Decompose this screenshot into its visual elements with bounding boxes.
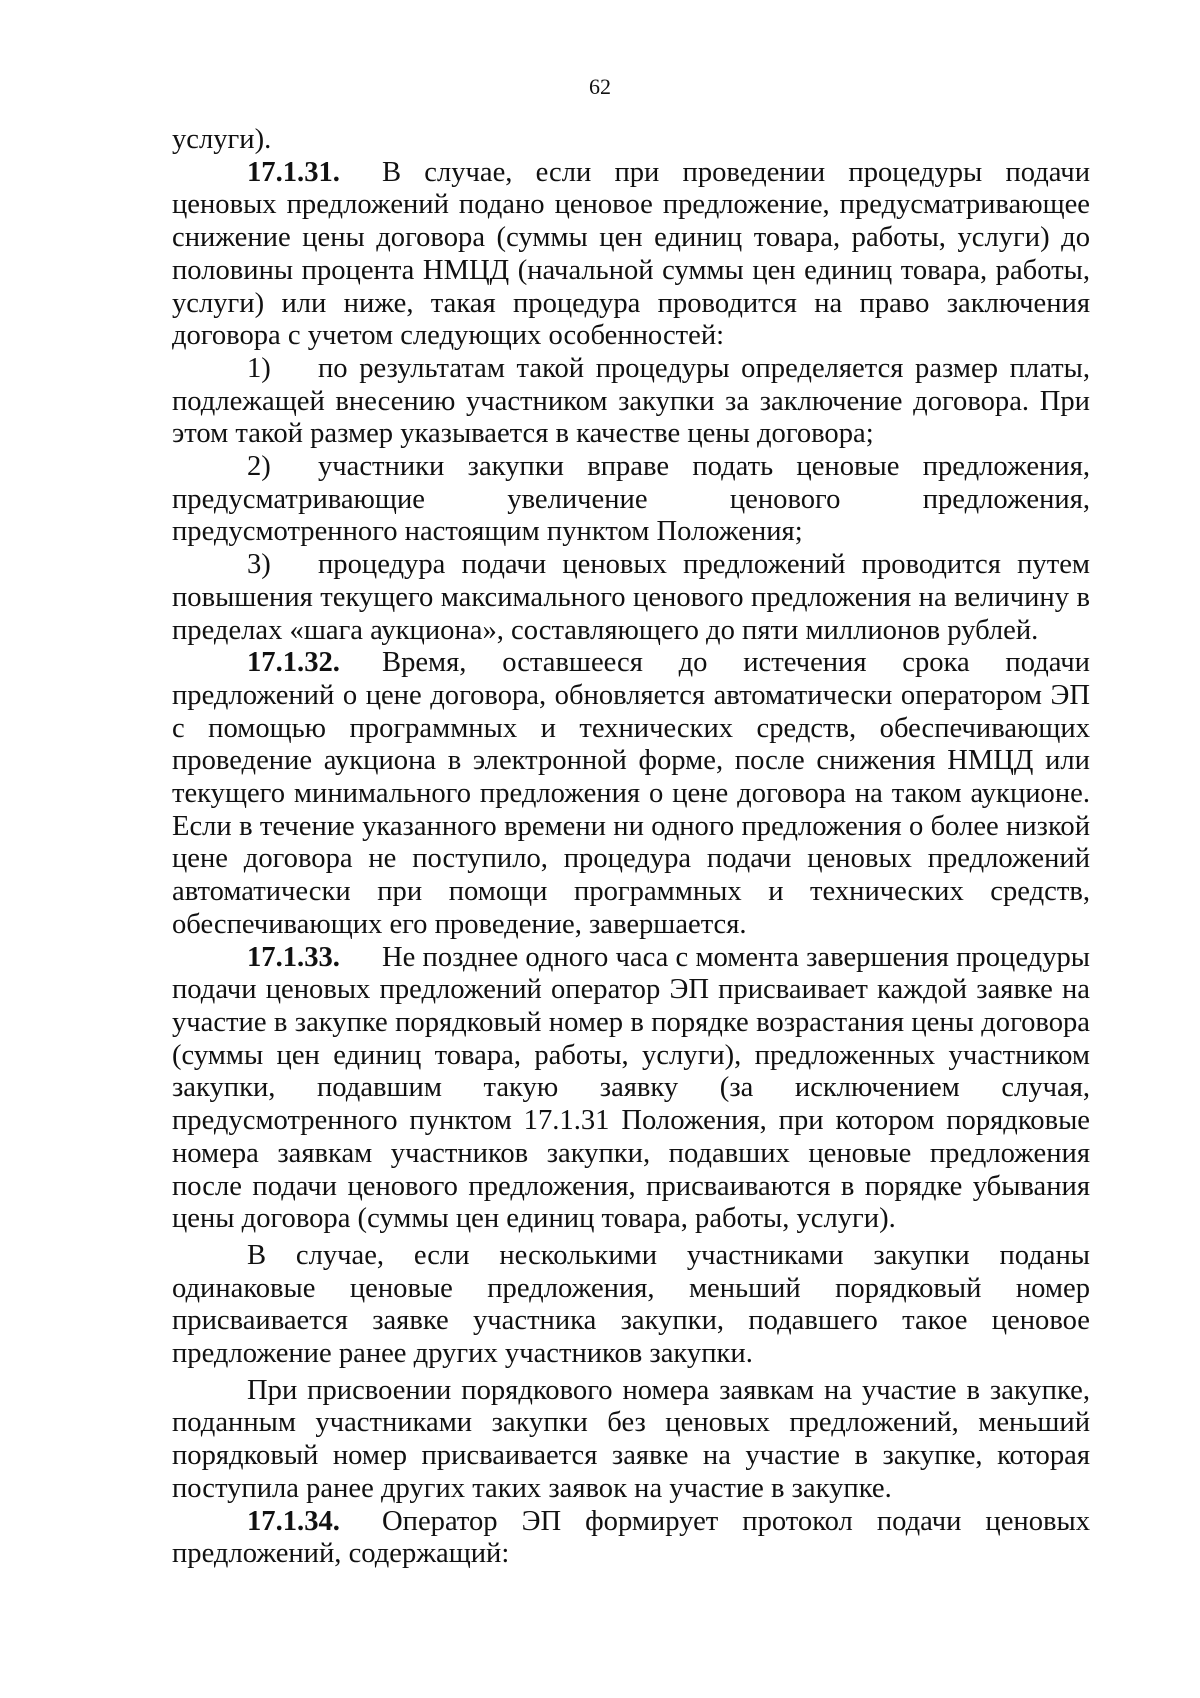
document-body — [172, 124, 1090, 1571]
list-item-1 — [172, 353, 1090, 451]
list-item-label: 3) — [247, 549, 271, 581]
paragraph-text: При присвоении порядкового номера заявкам на участие в закупке, поданным участниками закупки без ценовых предложений, меньший порядковый номер присваивается заявке на участие в закупке, которая поступила ранее других таких заявок на участие в закупке. — [172, 1374, 1090, 1504]
clause-number: 17.1.32. — [247, 647, 340, 679]
paragraph-continuation — [172, 124, 1090, 157]
clause-text: Не позднее одного часа с момента завершения процедуры подачи ценовых предложений оператор ЭП присваивает каждой заявке на участие в закупке порядковый номер в порядке возрастания цены договора (суммы цен единиц товара, работы, услуги), предложенных участником закупки, подавшим такую заявку (за исключением случая, предусмотренного пунктом 17.1.31 Положения, при котором порядковые номера заявкам участников закупки, подавших ценовые предложения после подачи ценового предложения, присваиваются в порядке убывания цены договора (суммы цен единиц товара, работы, услуги). — [172, 941, 1090, 1235]
clause-text: Время, оставшееся до истечения срока подачи предложений о цене договора, обновляется автоматически оператором ЭП с помощью программных и технических средств, обеспечивающих проведение аукциона в электронной форме, после снижения НМЦД или текущего минимального предложения о цене договора на таком аукционе. Если в течение указанного времени ни одного предложения о более низкой цене договора не поступило, процедура подачи ценовых предложений автоматически при помощи программных и технических средств, обеспечивающих его проведение, завершается. — [172, 647, 1090, 940]
list-item-2 — [172, 451, 1090, 549]
clause-text: В случае, если при проведении процедуры подачи ценовых предложений подано ценовое предложение, предусматривающее снижение цены договора (суммы цен единиц товара, работы, услуги) до половины процента НМЦД (начальной суммы цен единиц товара, работы, услуги) или ниже, такая процедура проводится на право заключения договора с учетом следующих особенностей: — [172, 156, 1090, 352]
clause-number: 17.1.31. — [247, 156, 340, 188]
clause-17-1-33 — [172, 942, 1090, 1236]
clause-17-1-34 — [172, 1506, 1090, 1571]
paragraph-text: услуги). — [172, 124, 272, 155]
paragraph-no-price-offers — [172, 1375, 1090, 1506]
list-item-label: 2) — [247, 451, 271, 483]
paragraph-text: В случае, если несколькими участниками закупки поданы одинаковые ценовые предложения, меньший порядковый номер присваивается заявке участника закупки, подавшего такое ценовое предложение ранее других участников закупки. — [172, 1239, 1090, 1370]
list-item-text: участники закупки вправе подать ценовые предложения, предусматривающие увеличение ценового предложения, предусмотренного настоящим пунктом Положения; — [172, 451, 1090, 548]
paragraph-equal-offers — [172, 1240, 1090, 1371]
clause-text: Оператор ЭП формирует протокол подачи ценовых предложений, содержащий: — [172, 1505, 1090, 1570]
clause-number: 17.1.34. — [247, 1505, 340, 1537]
clause-17-1-31 — [172, 157, 1090, 353]
list-item-3 — [172, 549, 1090, 647]
list-item-label: 1) — [247, 352, 271, 384]
list-item-text: по результатам такой процедуры определяется размер платы, подлежащей внесению участником закупки за заключение договора. При этом такой размер указывается в качестве цены договора; — [172, 352, 1090, 450]
list-item-text: процедура подачи ценовых предложений проводится путем повышения текущего максимального ценового предложения на величину в пределах «шага аукциона», составляющего до пяти миллионов рублей. — [172, 549, 1090, 646]
clause-17-1-32 — [172, 647, 1090, 941]
clause-number: 17.1.33. — [247, 941, 340, 973]
page-number: 62 — [589, 74, 611, 99]
